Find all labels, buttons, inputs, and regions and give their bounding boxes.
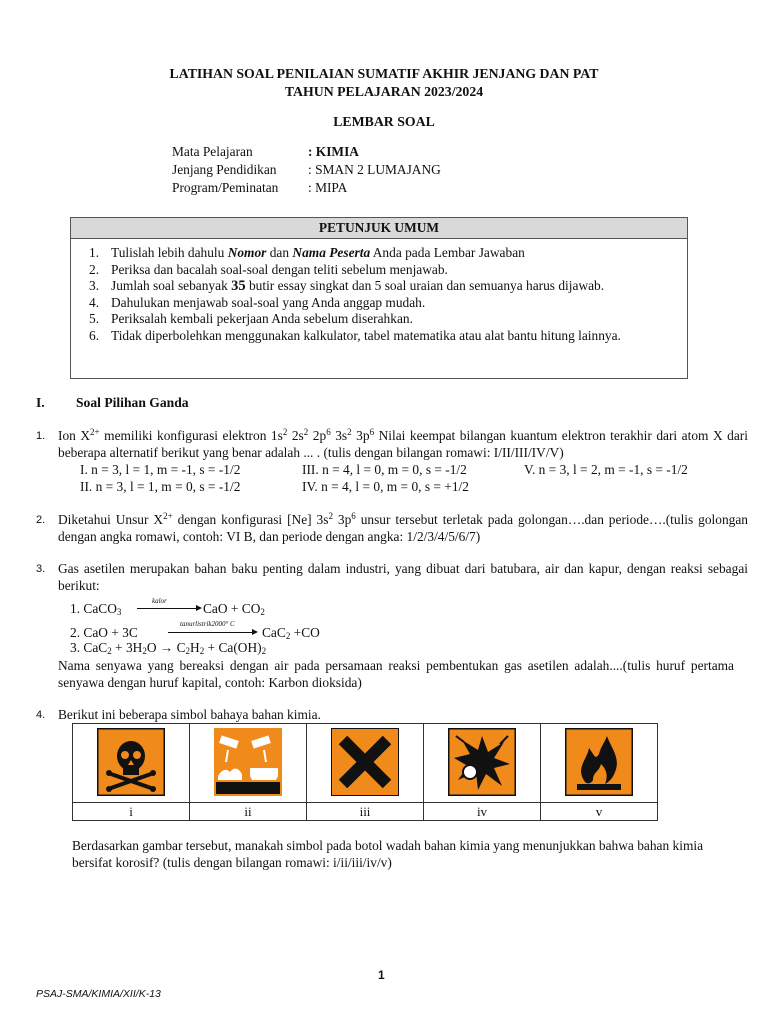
info-label: Program/Peminatan — [172, 180, 279, 195]
item-text: Dahulukan menjawab soal-soal yang Anda anggap mudah. — [111, 294, 426, 310]
question-number: 3. — [36, 563, 46, 575]
question-intro: Berikut ini beberapa simbol bahaya bahan kimia. — [58, 707, 321, 722]
explosive-icon — [448, 728, 516, 796]
info-value: : SMAN 2 LUMAJANG — [308, 162, 441, 177]
toxic-skull-icon — [97, 728, 165, 796]
document-code: PSAJ-SMA/KIMIA/XII/K-13 — [36, 988, 161, 1000]
option-IV: IV. n = 4, l = 0, m = 0, s = +1/2 — [302, 479, 469, 494]
item-text: Periksalah kembali pekerjaan Anda sebelum diserahkan. — [111, 311, 413, 326]
item-text: Periksa dan bacalah soal-soal dengan teliti sebelum menjawab. — [111, 261, 448, 277]
question-text: Diketahui Unsur $X^{2+}$ dengan konfigurasi [Ne] $3s^2$ $3p^6$ unsur tersebut terletak pada golongan….dan periode….(tulis golongan dengan angka romawi, contoh: VI B, dan periode dengan angka: 1/2/3/4/5/6/7) — [58, 511, 748, 544]
question-number: 4. — [36, 709, 46, 721]
instruction-item — [89, 245, 677, 262]
instruction-item — [89, 262, 677, 279]
corrosive-icon — [214, 728, 282, 796]
instruction-item — [89, 278, 677, 295]
item-number: 5. — [89, 311, 100, 326]
item-emphasis: Nomor — [227, 245, 267, 260]
item-text: Tidak diperbolehkan menggunakan kalkulator, tabel matematika atau alat bantu hitung lainnya. — [111, 327, 621, 343]
reaction-2-condition: tanurlistrik2000° C — [180, 620, 235, 628]
reaction-1-arrow — [137, 608, 197, 609]
hazard-cell — [190, 724, 307, 803]
hazard-cell — [541, 724, 658, 803]
instructions-heading: PETUNJUK UMUM — [71, 218, 687, 239]
hazard-label: ii — [190, 803, 307, 821]
question-text: Ion $X^{2+}$ memiliki konfigurasi elektron $1s^2$ $2s^2$ $2p^6$ $3s^2$ $3p^6$ Nilai keempat bilangan kuantum elektron terakhir dari atom X dari beberapa alternatif berikut yang benar adalah ... . (tulis dengan bilangan romawi: I/II/III/IV/V) — [58, 427, 748, 460]
hazard-label: iii — [307, 803, 424, 821]
harmful-cross-icon — [331, 728, 399, 796]
option-II: II. n = 3, l = 1, m = 0, s = -1/2 — [80, 479, 241, 494]
question-intro: Gas asetilen merupakan bahan baku penting dalam industri, yang dibuat dari batubara, air dan kapur, dengan reaksi sebagai berikut: — [58, 561, 748, 593]
item-number: 4. — [89, 294, 100, 310]
item-text: Jumlah soal sebanyak — [111, 278, 232, 293]
item-text: Anda pada Lembar Jawaban — [370, 245, 525, 260]
doc-subtitle: LEMBAR SOAL — [333, 114, 435, 129]
question-number: 2. — [36, 514, 46, 526]
option-III: III. n = 4, l = 0, m = 0, s = -1/2 — [302, 462, 467, 477]
instructions-box — [70, 217, 688, 379]
reaction-1-arrowhead — [196, 605, 202, 611]
question-4-prompt: Berdasarkan gambar tersebut, manakah simbol pada botol wadah bahan kimia yang menunjukkan bahwa bahan kimia bersifat korosif? (tulis dengan bilangan romawi: i/ii/iii/iv/v) — [72, 838, 704, 870]
hazard-symbol-table — [72, 723, 658, 821]
reaction-2-product: CaC$_2$ +CO — [262, 625, 320, 641]
instructions-list — [89, 245, 677, 344]
q-text: Ion X — [58, 428, 91, 443]
reaction-1-product: CaO + $CO_2$ — [203, 601, 265, 617]
item-text: Tulislah lebih dahulu — [111, 245, 228, 260]
instruction-item — [89, 311, 677, 328]
item-text: butir essay singkat dan 5 soal uraian dan semuanya harus dijawab. — [245, 278, 605, 293]
reaction-1-condition: kalor — [152, 597, 167, 605]
reaction-1-reactant: 1. CaCO$_3$ — [70, 601, 122, 617]
option-I: I. n = 3, l = 1, m = -1, s = -1/2 — [80, 462, 241, 477]
info-value: : MIPA — [308, 180, 348, 195]
flammable-icon — [565, 728, 633, 796]
doc-title: LATIHAN SOAL PENILAIAN SUMATIF AKHIR JENJANG DAN PAT — [169, 66, 599, 81]
question-3-prompt: Nama senyawa yang bereaksi dengan air pada persamaan reaksi pembentukan gas asetilen adalah....(tulis huruf pertama senyawa dengan huruf kapital, contoh: Karbon dioksida) — [58, 658, 734, 690]
item-text: dan — [266, 245, 293, 260]
info-label: Jenjang Pendidikan — [172, 162, 277, 177]
item-emphasis: 35 — [231, 278, 246, 294]
instruction-item — [89, 295, 677, 312]
q-text: memiliki konfigurasi elektron 1s — [99, 428, 283, 443]
info-label: Mata Pelajaran — [172, 144, 253, 159]
reaction-2-arrow — [168, 632, 252, 633]
section-number: I. — [36, 395, 45, 410]
section-title: Soal Pilihan Ganda — [76, 395, 189, 410]
doc-year: TAHUN PELAJARAN 2023/2024 — [284, 84, 484, 99]
reaction-2-reactant: 2. CaO + 3C — [70, 625, 138, 640]
hazard-label: i — [73, 803, 190, 821]
instruction-item — [89, 328, 677, 345]
item-emphasis: Nama Peserta — [292, 245, 371, 260]
option-V: V. n = 3, l = 2, m = -1, s = -1/2 — [524, 462, 688, 477]
item-number: 3. — [89, 278, 100, 293]
page-number: 1 — [378, 968, 385, 982]
q-text: Nilai keempat bilangan kuantum elektron terakhir dari atom X dari beberapa alternatif berikut yang benar adalah ... . (tulis dengan bilangan romawi: I/II/III/IV/V) — [58, 428, 748, 460]
hazard-cell — [73, 724, 190, 803]
reaction-2-arrowhead — [252, 629, 258, 635]
hazard-label: v — [541, 803, 658, 821]
info-value: : KIMIA — [308, 144, 359, 159]
hazard-label: iv — [424, 803, 541, 821]
reaction-3: 3. $CaC_2 + 3H_2O \to C_2H_2 + Ca(OH)_2$ — [70, 640, 267, 656]
hazard-cell — [424, 724, 541, 803]
item-number: 2. — [89, 261, 100, 277]
hazard-cell — [307, 724, 424, 803]
item-number: 6. — [89, 327, 100, 343]
question-number: 1. — [36, 430, 46, 442]
item-number: 1. — [89, 245, 100, 260]
